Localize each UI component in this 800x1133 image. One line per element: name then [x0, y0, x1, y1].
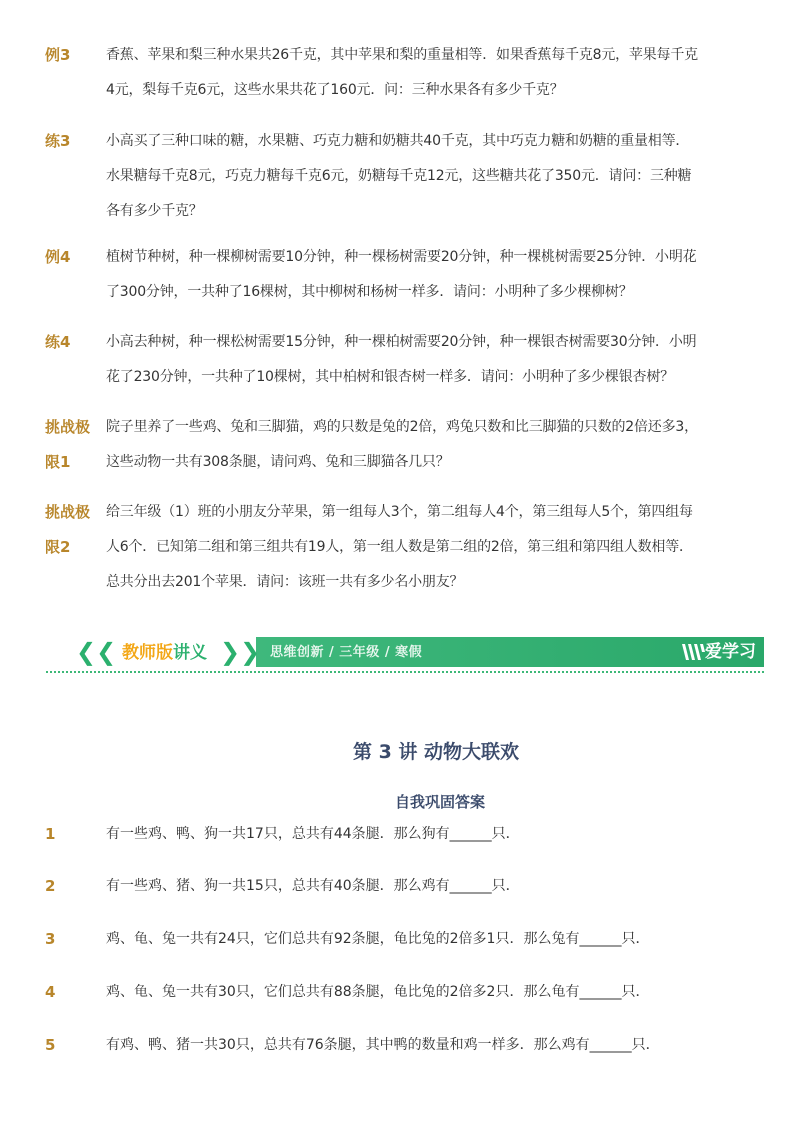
section-title-text: 自我巩固答案: [394, 793, 485, 811]
problem-label-line: 限1: [45, 453, 71, 471]
double-chevron-right-icon: ❯❯: [220, 638, 261, 666]
problem-label: 例3: [45, 46, 71, 64]
lesson-title-text: 第 3 讲 动物大联欢: [352, 741, 520, 763]
banner-title-part2: 讲义: [173, 643, 207, 663]
problem-line: 香蕉、苹果和梨三种水果共26千克，其中苹果和梨的重量相等．如果香蕉每千克8元，苹果每千克: [106, 47, 698, 63]
problem-label-line: 限2: [45, 538, 71, 556]
problem-text: [106, 325, 718, 395]
problem-text: [106, 410, 718, 480]
problem-label: 例4: [45, 248, 71, 266]
double-chevron-left-icon: ❮❮: [76, 638, 117, 666]
problem-label: [45, 495, 105, 565]
answer-number: 5: [45, 1036, 56, 1054]
problem-label: 练3: [45, 132, 71, 150]
answer-number: 3: [45, 930, 56, 948]
problem-line: 人6个．已知第二组和第三组共有19人，第一组人数是第二组的2倍，第三组和第四组人数相等．: [106, 539, 693, 555]
banner-title-part1: 教师版: [122, 643, 173, 663]
answer-text: 有一些鸡、猪、狗一共15只，总共有40条腿．那么鸡有______只．: [106, 878, 520, 894]
aixuexi-logo-icon: [680, 642, 706, 662]
problem-line: 给三年级（1）班的小朋友分苹果，第一组每人3个，第二组每人4个，第三组每人5个，第四组每: [106, 504, 693, 520]
problem-line: 这些动物一共有308条腿，请问鸡、兔和三脚猫各几只？: [106, 454, 450, 470]
answer-number: 4: [45, 983, 56, 1001]
answer-text: 鸡、龟、兔一共有24只，它们总共有92条腿，龟比兔的2倍多1只．那么兔有______只．: [106, 931, 650, 947]
problem-line: 小高买了三种口味的糖，水果糖、巧克力糖和奶糖共40千克，其中巧克力糖和奶糖的重量相等．: [106, 133, 690, 149]
banner-brand: 爱学习: [705, 642, 756, 662]
problem-line: 各有多少千克？: [106, 203, 203, 219]
banner-dotted-divider: [46, 671, 764, 673]
problem-line: 植树节种树，种一棵柳树需要10分钟，种一棵杨树需要20分钟，种一棵桃树需要25分钟．小明花: [106, 249, 697, 265]
problem-text: [106, 38, 718, 108]
answer-number: 2: [45, 877, 56, 895]
answer-text: 有一些鸡、鸭、狗一共17只，总共有44条腿．那么狗有______只．: [106, 826, 520, 842]
lesson-title: [0, 737, 800, 764]
problem-line: 总共分出去201个苹果．请问：该班一共有多少名小朋友？: [106, 574, 464, 590]
section-title: [0, 791, 800, 812]
teacher-edition-banner: [46, 637, 764, 667]
problem-line: 水果糖每千克8元，巧克力糖每千克6元，奶糖每千克12元，这些糖共花了350元．请问：三种糖: [106, 168, 692, 184]
banner-title: [122, 642, 207, 664]
answer-text: 鸡、龟、兔一共有30只，它们总共有88条腿，龟比兔的2倍多2只．那么龟有______只．: [106, 984, 650, 1000]
problem-label: [45, 410, 105, 480]
problem-line: 了300分钟，一共种了16棵树，其中柳树和杨树一样多．请问：小明种了多少棵柳树？: [106, 284, 633, 300]
problem-label-line: 挑战极: [45, 503, 91, 521]
answer-number: 1: [45, 825, 56, 843]
problem-text: [106, 240, 718, 310]
problem-line: 花了230分钟，一共种了10棵树，其中柏树和银杏树一样多．请问：小明种了多少棵银杏树？: [106, 369, 674, 385]
banner-subtitle: 思维创新 / 三年级 / 寒假: [270, 645, 423, 660]
problem-text: [106, 495, 718, 600]
problem-label: 练4: [45, 333, 71, 351]
problem-line: 4元，梨每千克6元，这些水果共花了160元．问：三种水果各有多少千克？: [106, 82, 564, 98]
problem-line: 小高去种树，种一棵松树需要15分钟，种一棵柏树需要20分钟，种一棵银杏树需要30分钟．小明: [106, 334, 697, 350]
answer-text: 有鸡、鸭、猪一共30只，总共有76条腿，其中鸭的数量和鸡一样多．那么鸡有______只．: [106, 1037, 660, 1053]
problem-text: [106, 124, 718, 229]
problem-line: 院子里养了一些鸡、兔和三脚猫，鸡的只数是兔的2倍，鸡兔只数和比三脚猫的只数的2倍还多3，: [106, 419, 698, 435]
problem-label-line: 挑战极: [45, 418, 91, 436]
